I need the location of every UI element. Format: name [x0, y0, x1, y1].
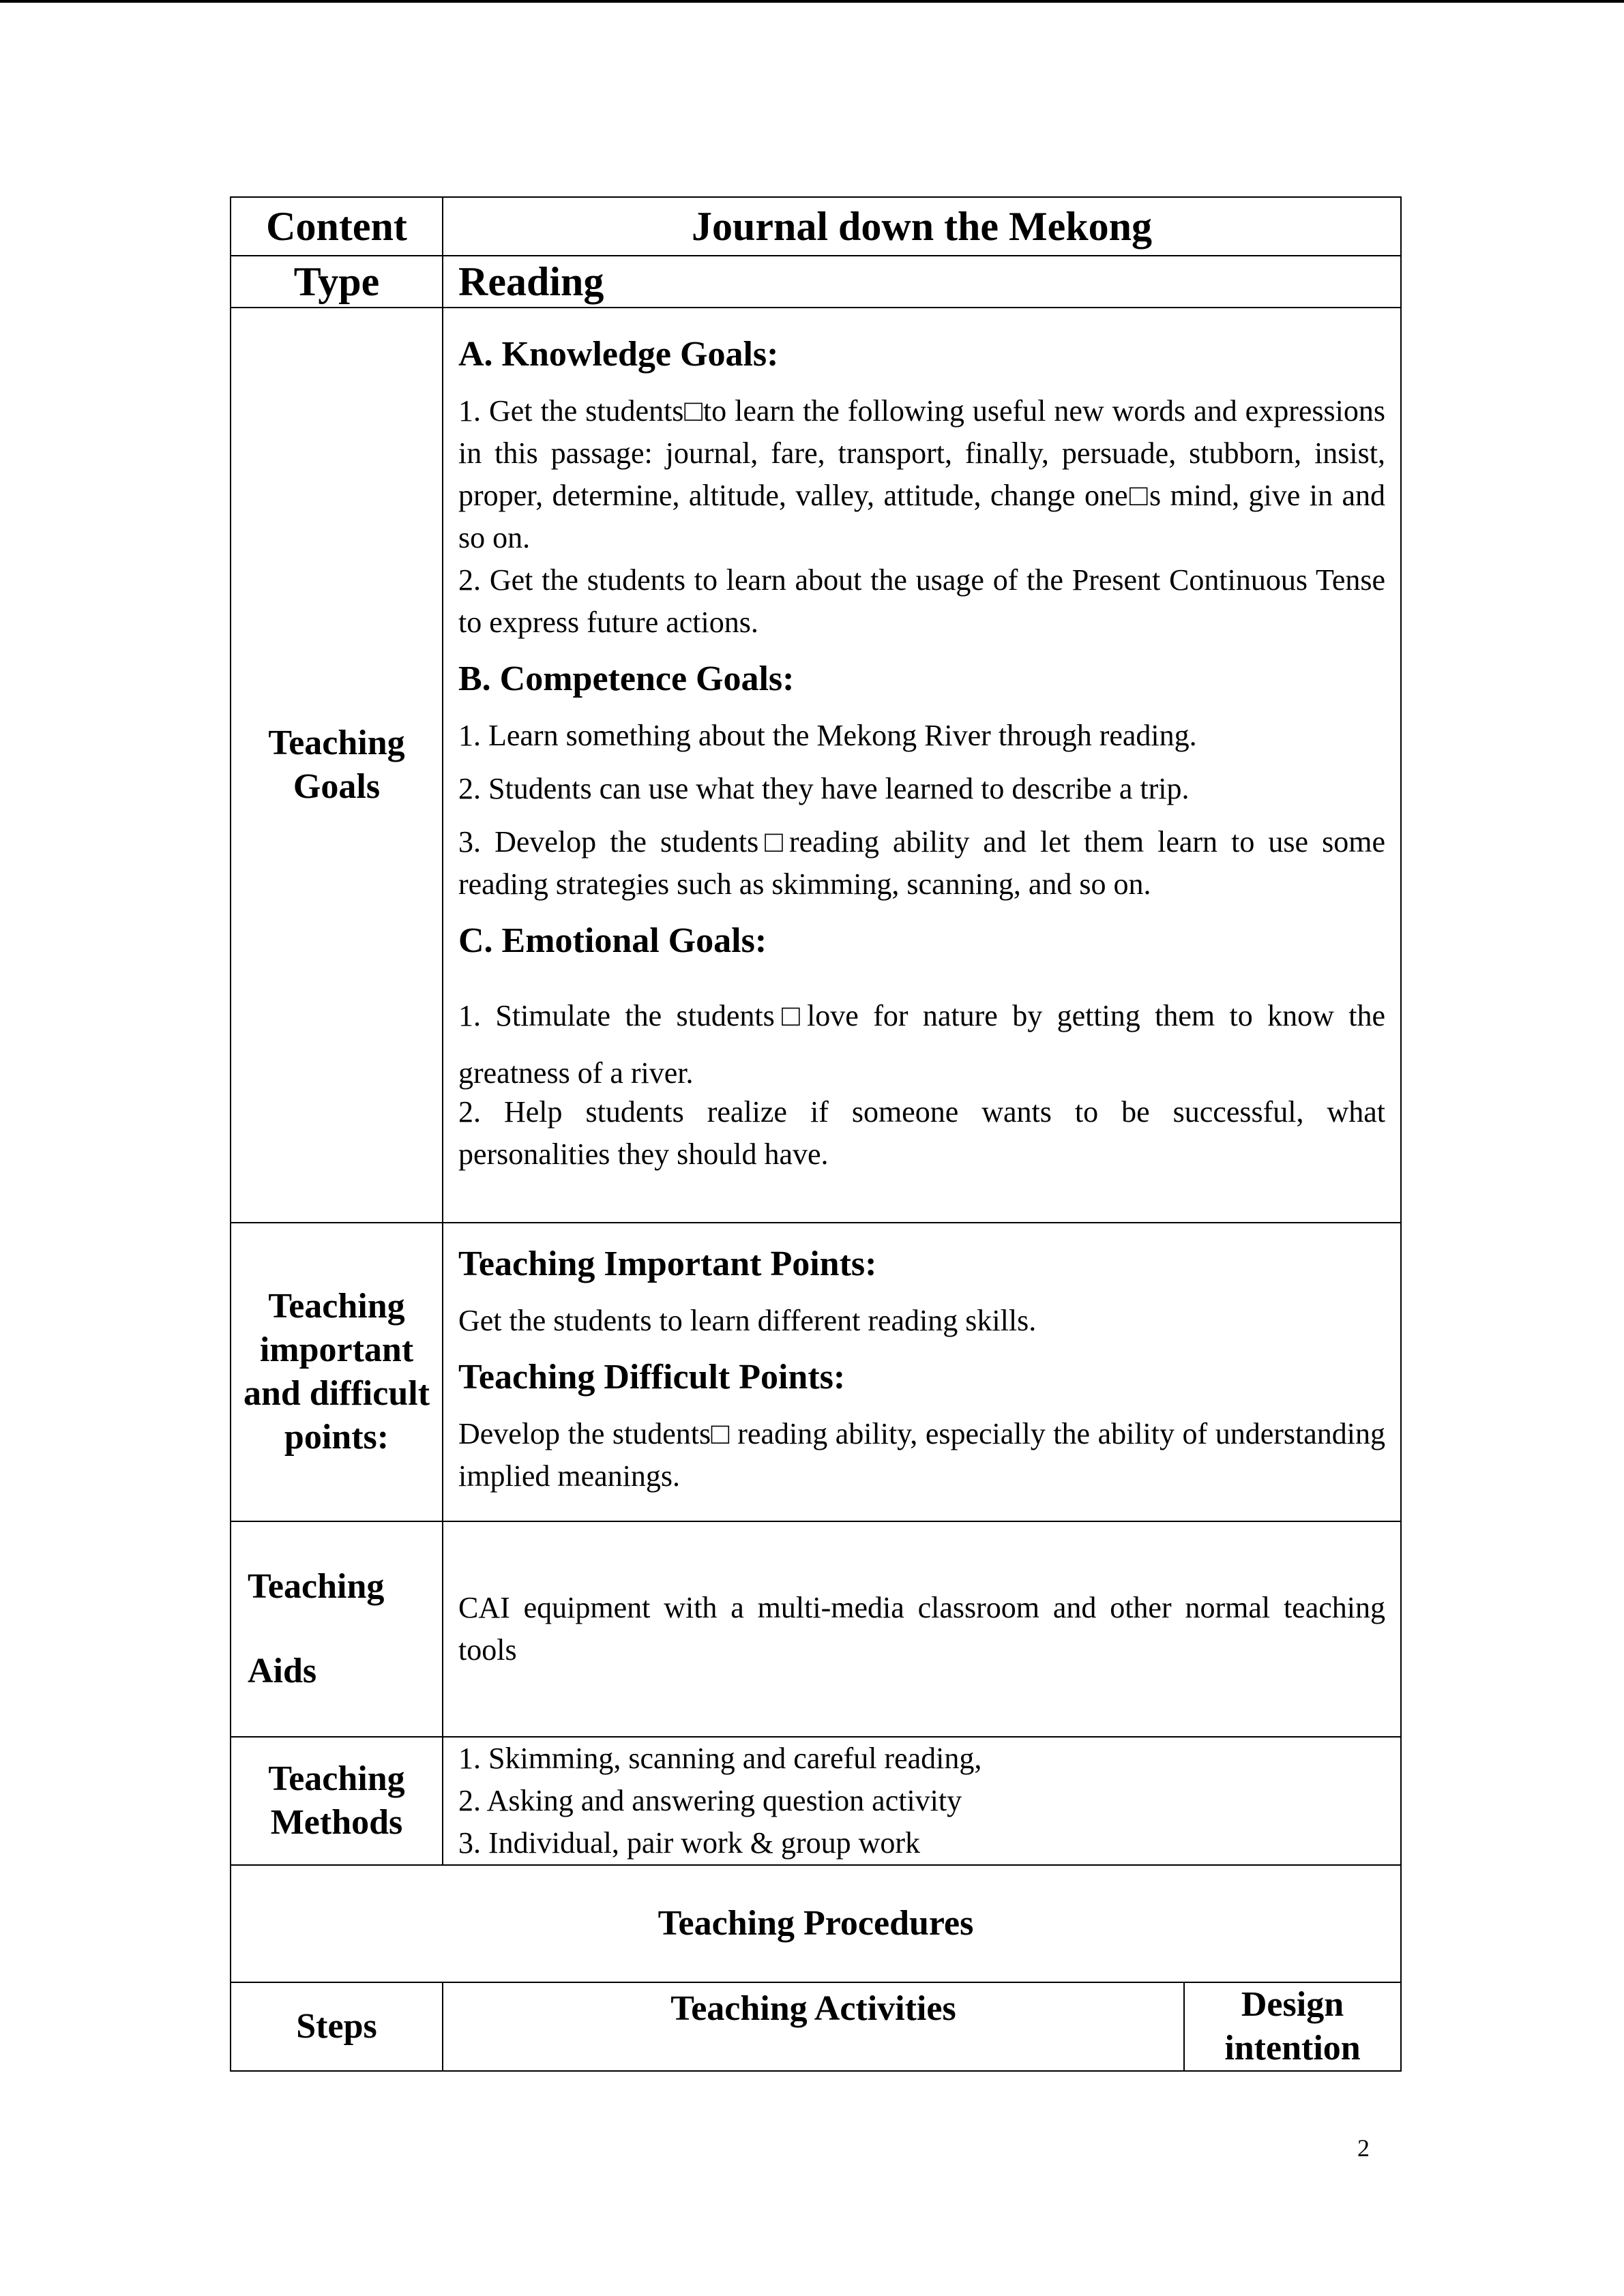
top-border-line [0, 0, 1624, 3]
design-intention-header: Design intention [1184, 1982, 1401, 2071]
lesson-title: Journal down the Mekong [443, 197, 1401, 256]
type-value: Reading [443, 256, 1401, 308]
teaching-aids-label-line2: Aids [248, 1652, 317, 1690]
page-number: 2 [1357, 2134, 1370, 2162]
competence-goal-item: 1. Learn something about the Mekong River through reading. [458, 719, 1197, 752]
teaching-aids-row [231, 1521, 1401, 1737]
teaching-methods-row [231, 1737, 1401, 1865]
teaching-procedures-row [231, 1865, 1401, 1982]
teaching-method-item: 2. Asking and answering question activity [458, 1784, 962, 1817]
knowledge-goal-item: 1. Get the students□to learn the following useful new words and expressions in this passage: journal, fare, transport, finally, persuade, stubborn, insist, proper, determine, altitude, valley, attitude, change one□s mind, give in and so on. [458, 394, 1385, 554]
teaching-method-item: 3. Individual, pair work & group work [458, 1826, 920, 1860]
difficult-points-text: Develop the students□ reading ability, especially the ability of understanding implied meanings. [458, 1417, 1385, 1493]
teaching-aids-text: CAI equipment with a multi-media classroom and other normal teaching tools [458, 1591, 1385, 1667]
teaching-aids-content [443, 1521, 1401, 1737]
steps-header: Steps [231, 1982, 443, 2071]
content-row [231, 197, 1401, 256]
competence-goal-item: 2. Students can use what they have learned to describe a trip. [458, 772, 1190, 805]
teaching-method-item: 1. Skimming, scanning and careful reading, [458, 1742, 982, 1775]
emotional-goal-item: 2. Help students realize if someone wants to be successful, what personalities they should have. [458, 1095, 1385, 1171]
teaching-procedures-title: Teaching Procedures [231, 1865, 1401, 1982]
teaching-goals-row [231, 308, 1401, 1223]
teaching-points-content [443, 1223, 1401, 1521]
teaching-aids-label-line1: Teaching [248, 1567, 385, 1606]
teaching-methods-content [443, 1737, 1401, 1865]
difficult-points-heading: Teaching Difficult Points: [458, 1358, 846, 1397]
teaching-methods-label: Teaching Methods [231, 1737, 443, 1865]
type-row [231, 256, 1401, 308]
competence-goals-heading: B. Competence Goals: [458, 659, 795, 698]
teaching-activities-header: Teaching Activities [443, 1982, 1184, 2071]
content-label: Content [231, 197, 443, 256]
important-points-heading: Teaching Important Points: [458, 1244, 877, 1283]
important-points-text: Get the students to learn different reading skills. [458, 1304, 1037, 1337]
competence-goal-item: 3. Develop the students□reading ability and let them learn to use some reading strategies such as skimming, scanning, and so on. [458, 825, 1385, 901]
emotional-goals-heading: C. Emotional Goals: [458, 921, 767, 960]
procedures-header-row [231, 1982, 1401, 2071]
teaching-goals-label: Teaching Goals [231, 308, 443, 1223]
lesson-plan-table [230, 196, 1402, 2072]
emotional-goal-item: 1. Stimulate the students□love for nature by getting them to know the greatness of a river. [458, 999, 1385, 1090]
teaching-points-row [231, 1223, 1401, 1521]
knowledge-goal-item: 2. Get the students to learn about the usage of the Present Continuous Tense to express future actions. [458, 563, 1385, 639]
teaching-goals-content [443, 308, 1401, 1223]
teaching-points-label: Teaching important and difficult points: [231, 1223, 443, 1521]
type-label: Type [231, 256, 443, 308]
knowledge-goals-heading: A. Knowledge Goals: [458, 335, 779, 374]
teaching-aids-label [231, 1521, 443, 1737]
